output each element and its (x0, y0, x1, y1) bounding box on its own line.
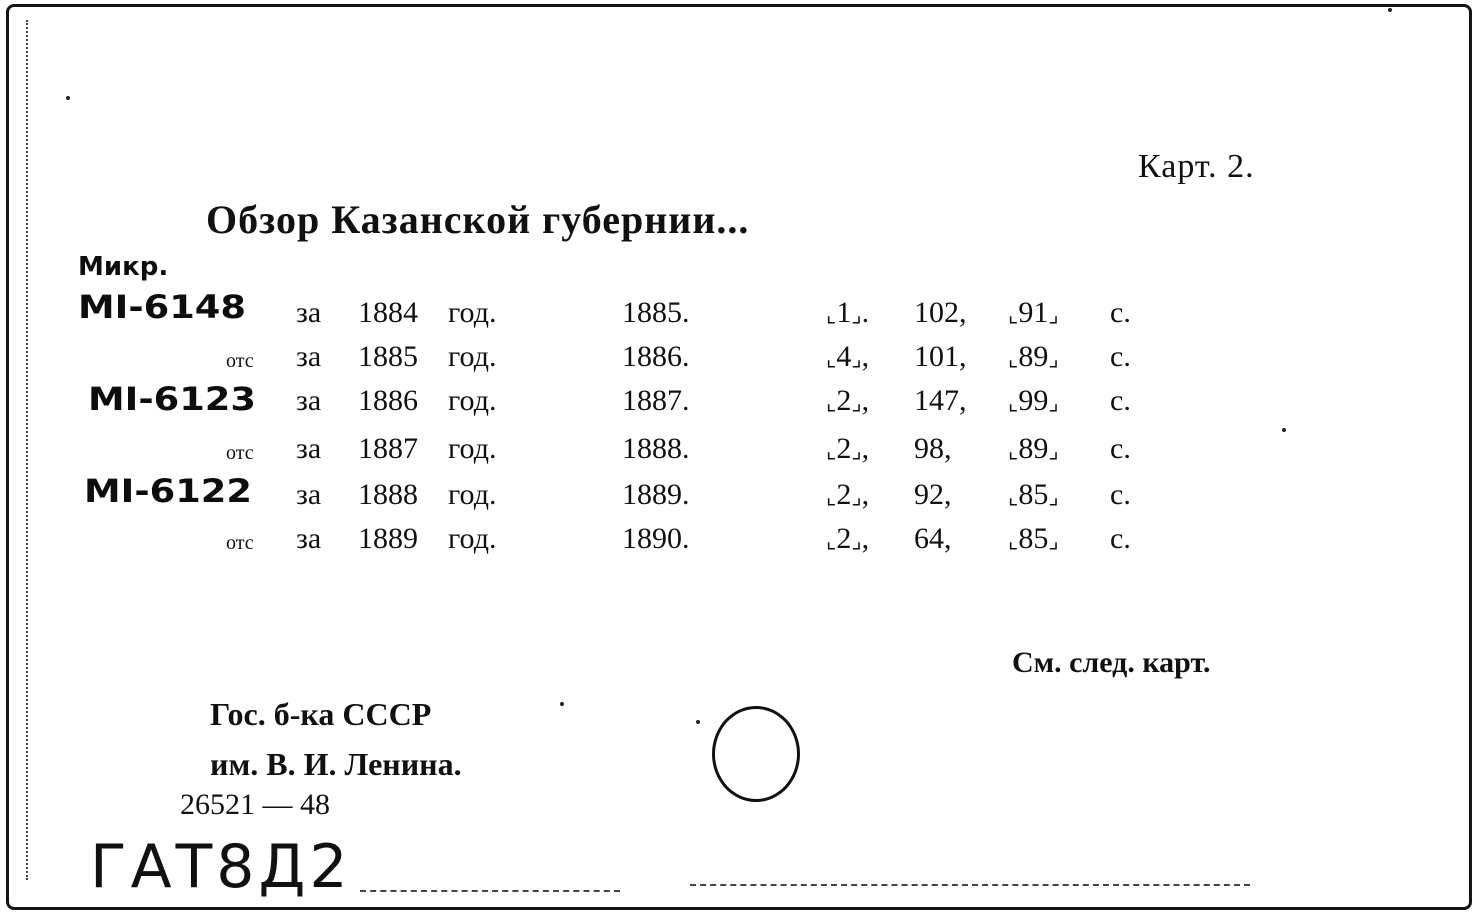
za-label: за (296, 478, 322, 511)
report-year: 1885 (358, 340, 418, 373)
speck (560, 702, 564, 706)
report-year: 1884 (358, 296, 418, 329)
god-label: год. (448, 522, 497, 555)
absent-mark: отс (226, 350, 254, 372)
volume-count: ⌞2⌟, (826, 478, 870, 511)
publication-year: 1890. (622, 522, 690, 555)
punch-hole (712, 706, 800, 802)
s-label: с. (1110, 384, 1131, 417)
left-edge-dots (26, 20, 28, 880)
page-count: 101, (914, 340, 967, 373)
s-label: с. (1110, 432, 1131, 465)
report-year: 1889 (358, 522, 418, 555)
page-count: 102, (914, 296, 967, 329)
speck (66, 96, 70, 100)
report-year: 1888 (358, 478, 418, 511)
absent-mark: отс (226, 532, 254, 554)
absent-mark: отс (226, 442, 254, 464)
library-code: 26521 — 48 (180, 788, 330, 821)
speck (1388, 8, 1392, 12)
volume-count: ⌞2⌟, (826, 384, 870, 417)
za-label: за (296, 432, 322, 465)
publication-year: 1886. (622, 340, 690, 373)
god-label: год. (448, 296, 497, 329)
za-label: за (296, 522, 322, 555)
publication-year: 1888. (622, 432, 690, 465)
insert-pages: ⌞85⌟ (1008, 478, 1059, 511)
insert-pages: ⌞99⌟ (1008, 384, 1059, 417)
publication-year: 1887. (622, 384, 690, 417)
s-label: с. (1110, 296, 1131, 329)
card-number: Карт. 2. (1138, 148, 1255, 185)
page-count: 98, (914, 432, 952, 465)
za-label: за (296, 340, 322, 373)
god-label: год. (448, 384, 497, 417)
volume-count: ⌞1⌟. (826, 296, 870, 329)
speck (1282, 428, 1286, 432)
insert-pages: ⌞89⌟ (1008, 340, 1059, 373)
handwritten-stamp: ГАТ8Д2 (90, 832, 352, 902)
report-year: 1886 (358, 384, 418, 417)
shelfmark: MI-6122 (84, 472, 253, 510)
insert-pages: ⌞89⌟ (1008, 432, 1059, 465)
see-next-card: См. след. карт. (1012, 646, 1211, 679)
s-label: с. (1110, 522, 1131, 555)
volume-count: ⌞2⌟, (826, 432, 870, 465)
publication-year: 1885. (622, 296, 690, 329)
za-label: за (296, 296, 322, 329)
s-label: с. (1110, 478, 1131, 511)
insert-pages: ⌞91⌟ (1008, 296, 1059, 329)
god-label: год. (448, 478, 497, 511)
speck (696, 720, 700, 724)
document-title: Обзор Казанской губернии... (206, 197, 750, 242)
report-year: 1887 (358, 432, 418, 465)
za-label: за (296, 384, 322, 417)
bottom-dash-left (360, 890, 620, 892)
s-label: с. (1110, 340, 1131, 373)
publication-year: 1889. (622, 478, 690, 511)
microfilm-label: Микр. (78, 252, 169, 282)
bottom-dash-right (690, 884, 1250, 886)
page-count: 92, (914, 478, 952, 511)
page-count: 147, (914, 384, 967, 417)
god-label: год. (448, 340, 497, 373)
insert-pages: ⌞85⌟ (1008, 522, 1059, 555)
volume-count: ⌞2⌟, (826, 522, 870, 555)
shelfmark: MI-6148 (78, 288, 247, 326)
shelfmark: MI-6123 (88, 380, 257, 418)
library-dedication: им. В. И. Ленина. (210, 746, 462, 782)
page-count: 64, (914, 522, 952, 555)
god-label: год. (448, 432, 497, 465)
volume-count: ⌞4⌟, (826, 340, 870, 373)
library-name: Гос. б-ка СССР (210, 696, 432, 732)
